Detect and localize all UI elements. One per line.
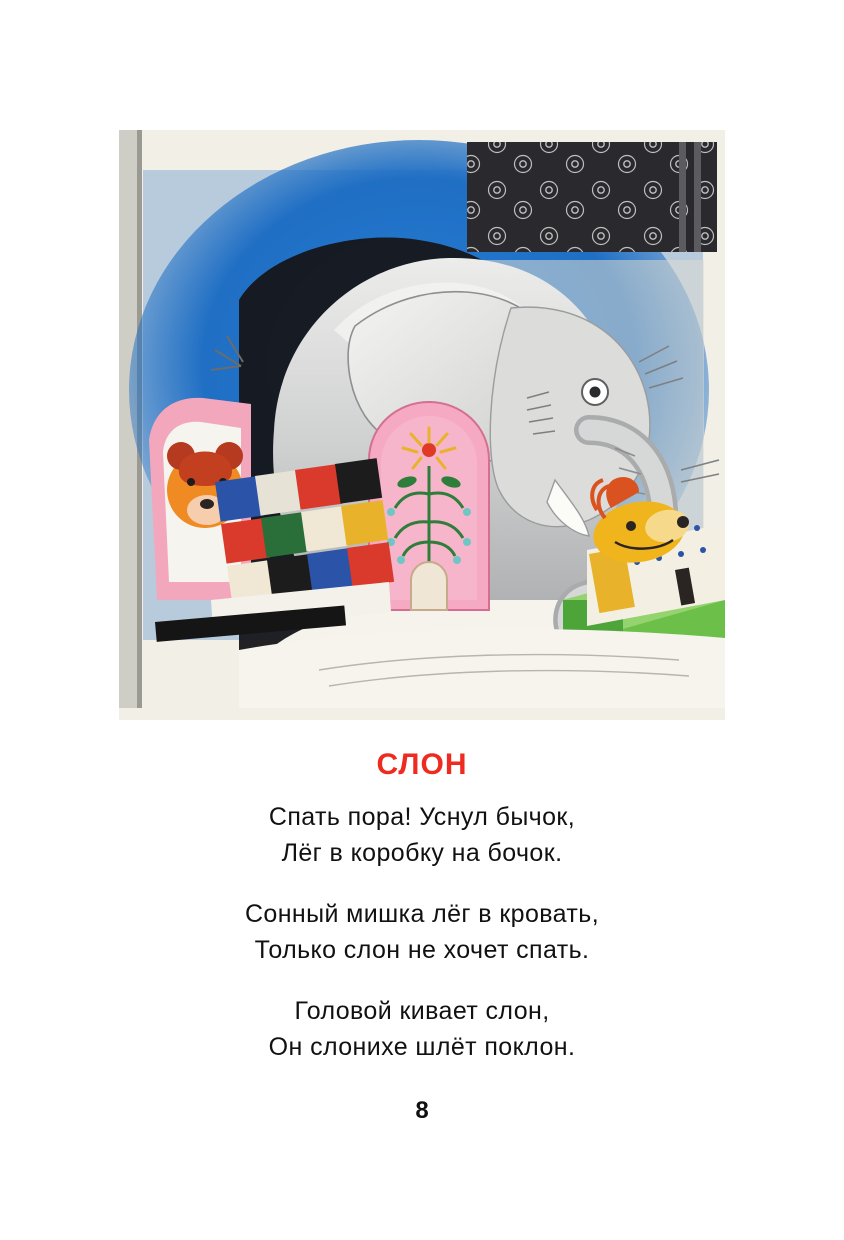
- poem-line: Сонный мишка лёг в кровать,: [244, 900, 600, 928]
- illustration-graphic: [119, 130, 725, 720]
- poem-body: [119, 800, 725, 1091]
- stanza: [119, 800, 725, 871]
- poem-line: Только слон не хочет спать.: [254, 935, 590, 964]
- poem-title: СЛОН: [376, 748, 468, 781]
- poem-line: Лёг в коробку на бочок.: [281, 838, 563, 867]
- page-number: 8: [415, 1097, 429, 1124]
- stanza: [119, 994, 725, 1065]
- poem-line: Он слонихе шлёт поклон.: [268, 1032, 576, 1061]
- poem-line: Головой кивает слон,: [294, 997, 550, 1025]
- elephant-toy-nursery-illustration: [119, 130, 725, 720]
- poem-line: Спать пора! Уснул бычок,: [268, 803, 576, 831]
- illustration-container: [119, 130, 725, 720]
- stanza: [119, 897, 725, 968]
